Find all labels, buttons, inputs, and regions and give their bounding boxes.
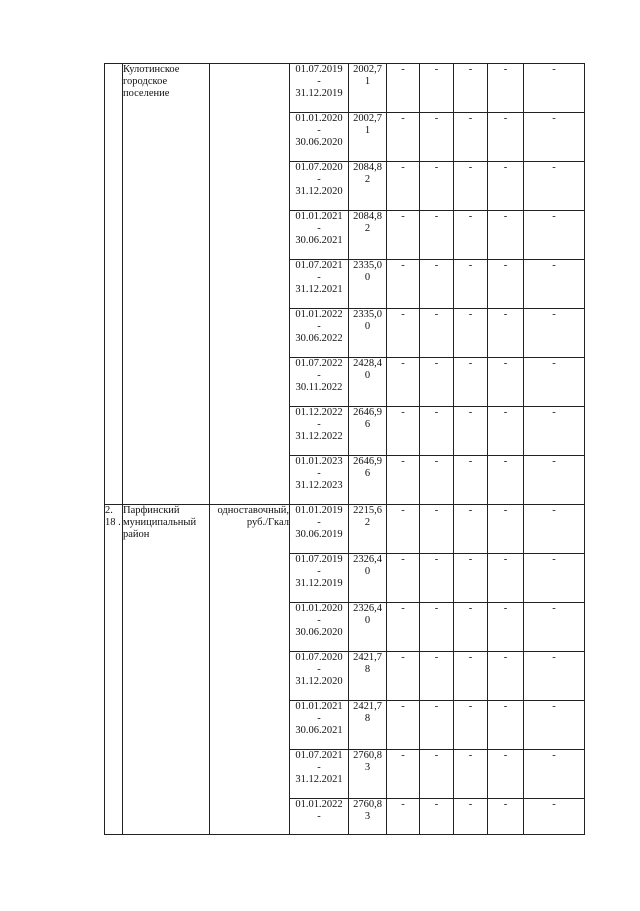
period-separator: -: [317, 125, 321, 136]
period-end: 30.06.2019: [295, 529, 343, 540]
empty-value-dash: -: [454, 64, 488, 113]
tariff-value-main: 2002,7: [353, 64, 382, 75]
tariff-value-main: 2084,8: [353, 211, 382, 222]
empty-value-dash: -: [454, 750, 488, 799]
tariff-value-cell: [349, 456, 387, 505]
empty-value-dash: -: [488, 554, 524, 603]
tariff-value-tail: 0: [364, 370, 371, 381]
empty-value-dash: -: [488, 358, 524, 407]
empty-value-dash: -: [488, 652, 524, 701]
tariff-value-tail: 2: [364, 223, 371, 234]
empty-value-dash: -: [524, 113, 585, 162]
period-cell: [290, 799, 349, 835]
empty-value-dash: -: [387, 701, 420, 750]
tariff-value-main: 2326,4: [353, 603, 382, 614]
tariff-value-tail: 8: [364, 713, 371, 724]
period-start: 01.12.2022: [295, 407, 343, 418]
period-start: 01.01.2020: [295, 113, 343, 124]
period-separator: -: [317, 517, 321, 528]
period-end: 30.06.2020: [295, 627, 343, 638]
tariff-value-cell: [349, 603, 387, 652]
period-separator: -: [317, 762, 321, 773]
empty-value-dash: -: [420, 113, 454, 162]
period-end: 31.12.2021: [295, 284, 343, 295]
period-cell: [290, 750, 349, 799]
tariff-value-tail: 0: [364, 615, 371, 626]
empty-value-dash: -: [387, 162, 420, 211]
tariff-value-main: 2646,9: [353, 456, 382, 467]
period-cell: [290, 309, 349, 358]
empty-value-dash: -: [420, 64, 454, 113]
tariff-value-main: 2084,8: [353, 162, 382, 173]
empty-value-dash: -: [488, 603, 524, 652]
empty-value-dash: -: [488, 701, 524, 750]
empty-value-dash: -: [387, 309, 420, 358]
tariff-value-main: 2421,7: [353, 652, 382, 663]
empty-value-dash: -: [420, 309, 454, 358]
period-separator: -: [317, 713, 321, 724]
tariff-value-cell: [349, 211, 387, 260]
empty-value-dash: -: [488, 505, 524, 554]
empty-value-dash: -: [420, 799, 454, 835]
period-start: 01.07.2019: [295, 64, 343, 75]
period-start: 01.01.2022: [295, 799, 343, 810]
period-start: 01.07.2020: [295, 652, 343, 663]
empty-value-dash: -: [420, 603, 454, 652]
tariff-value-tail: 8: [364, 664, 371, 675]
tariff-value-tail: 3: [364, 762, 371, 773]
tariff-value-cell: [349, 554, 387, 603]
empty-value-dash: -: [420, 750, 454, 799]
period-end: 30.11.2022: [295, 382, 343, 393]
empty-value-dash: -: [454, 652, 488, 701]
empty-value-dash: -: [454, 505, 488, 554]
tariff-value-cell: [349, 799, 387, 835]
empty-value-dash: -: [454, 162, 488, 211]
municipality-name-cell: Кулотинское городское поселение: [123, 64, 210, 505]
table-row: [105, 505, 585, 554]
empty-value-dash: -: [387, 456, 420, 505]
tariff-value-cell: [349, 750, 387, 799]
period-end: 31.12.2023: [295, 480, 343, 491]
period-start: 01.01.2022: [295, 309, 343, 320]
period-cell: [290, 162, 349, 211]
empty-value-dash: -: [488, 407, 524, 456]
empty-value-dash: -: [488, 799, 524, 835]
empty-value-dash: -: [488, 64, 524, 113]
period-cell: [290, 407, 349, 456]
period-separator: -: [317, 223, 321, 234]
period-start: 01.01.2021: [295, 701, 343, 712]
period-cell: [290, 603, 349, 652]
period-cell: [290, 211, 349, 260]
tariff-value-tail: 0: [364, 321, 371, 332]
period-separator: -: [317, 174, 321, 185]
empty-value-dash: -: [524, 456, 585, 505]
tariff-value-main: 2335,0: [353, 260, 382, 271]
period-cell: [290, 505, 349, 554]
tariff-value-tail: 6: [364, 468, 371, 479]
period-cell: [290, 260, 349, 309]
empty-value-dash: -: [524, 407, 585, 456]
tariff-value-tail: 1: [364, 125, 371, 136]
tariff-value-main: 2760,8: [353, 750, 382, 761]
tariff-value-cell: [349, 260, 387, 309]
tariff-value-cell: [349, 701, 387, 750]
period-start: 01.01.2019: [295, 505, 343, 516]
period-end: 31.12.2020: [295, 676, 343, 687]
tariff-value-main: 2646,9: [353, 407, 382, 418]
empty-value-dash: -: [488, 260, 524, 309]
tariff-value-cell: [349, 358, 387, 407]
empty-value-dash: -: [454, 701, 488, 750]
empty-value-dash: -: [488, 162, 524, 211]
period-start: 01.01.2020: [295, 603, 343, 614]
period-separator: -: [317, 566, 321, 577]
period-separator: -: [317, 76, 321, 87]
tariff-value-main: 2760,8: [353, 799, 382, 810]
empty-value-dash: -: [454, 603, 488, 652]
tariff-unit-cell: [210, 64, 290, 505]
empty-value-dash: -: [488, 309, 524, 358]
tariff-value-tail: 6: [364, 419, 371, 430]
empty-value-dash: -: [387, 64, 420, 113]
period-start: 01.07.2020: [295, 162, 343, 173]
empty-value-dash: -: [387, 652, 420, 701]
row-number-cell: [105, 64, 123, 505]
empty-value-dash: -: [420, 407, 454, 456]
empty-value-dash: -: [387, 113, 420, 162]
period-separator: -: [317, 321, 321, 332]
tariff-value-main: 2215,6: [353, 505, 382, 516]
tariff-value-tail: 2: [364, 517, 371, 528]
tariff-value-main: 2002,7: [353, 113, 382, 124]
period-cell: [290, 554, 349, 603]
empty-value-dash: -: [387, 799, 420, 835]
empty-value-dash: -: [420, 211, 454, 260]
empty-value-dash: -: [524, 211, 585, 260]
period-cell: [290, 652, 349, 701]
period-end: 31.12.2020: [295, 186, 343, 197]
empty-value-dash: -: [420, 456, 454, 505]
period-end: 31.12.2022: [295, 431, 343, 442]
tariff-value-cell: [349, 505, 387, 554]
empty-value-dash: -: [420, 260, 454, 309]
period-cell: [290, 358, 349, 407]
empty-value-dash: -: [524, 162, 585, 211]
tariff-value-tail: 1: [364, 76, 371, 87]
tariff-value-main: 2335,0: [353, 309, 382, 320]
empty-value-dash: -: [387, 211, 420, 260]
period-separator: -: [317, 615, 321, 626]
empty-value-dash: -: [524, 260, 585, 309]
empty-value-dash: -: [488, 113, 524, 162]
tariff-table: [104, 63, 585, 835]
tariff-value-cell: [349, 652, 387, 701]
period-end: 30.06.2022: [295, 333, 343, 344]
empty-value-dash: -: [524, 505, 585, 554]
period-cell: [290, 456, 349, 505]
empty-value-dash: -: [454, 799, 488, 835]
empty-value-dash: -: [420, 554, 454, 603]
empty-value-dash: -: [524, 64, 585, 113]
empty-value-dash: -: [524, 554, 585, 603]
tariff-value-cell: [349, 407, 387, 456]
period-end: 30.06.2021: [295, 725, 343, 736]
period-start: 01.01.2023: [295, 456, 343, 467]
tariff-value-main: 2326,4: [353, 554, 382, 565]
empty-value-dash: -: [420, 162, 454, 211]
table-row: [105, 64, 585, 113]
empty-value-dash: -: [387, 603, 420, 652]
tariff-value-tail: 2: [364, 174, 371, 185]
period-start: 01.07.2021: [295, 750, 343, 761]
period-end: 30.06.2020: [295, 137, 343, 148]
period-start: 01.07.2019: [295, 554, 343, 565]
empty-value-dash: -: [524, 358, 585, 407]
period-start: 01.07.2021: [295, 260, 343, 271]
empty-value-dash: -: [420, 701, 454, 750]
period-separator: -: [317, 468, 321, 479]
empty-value-dash: -: [454, 260, 488, 309]
tariff-value-cell: [349, 64, 387, 113]
empty-value-dash: -: [524, 309, 585, 358]
tariff-value-cell: [349, 162, 387, 211]
empty-value-dash: -: [524, 701, 585, 750]
period-separator: -: [317, 272, 321, 283]
tariff-value-tail: 3: [364, 811, 371, 822]
empty-value-dash: -: [420, 505, 454, 554]
empty-value-dash: -: [524, 603, 585, 652]
empty-value-dash: -: [420, 358, 454, 407]
tariff-value-cell: [349, 309, 387, 358]
empty-value-dash: -: [420, 652, 454, 701]
tariff-value-tail: 0: [364, 272, 371, 283]
empty-value-dash: -: [387, 407, 420, 456]
period-end: 30.06.2021: [295, 235, 343, 246]
empty-value-dash: -: [524, 750, 585, 799]
empty-value-dash: -: [524, 652, 585, 701]
period-separator: -: [317, 419, 321, 430]
tariff-value-main: 2421,7: [353, 701, 382, 712]
period-separator: -: [317, 664, 321, 675]
empty-value-dash: -: [387, 358, 420, 407]
tariff-unit-cell: одноставочный, руб./Гкал: [210, 505, 290, 835]
empty-value-dash: -: [488, 750, 524, 799]
empty-value-dash: -: [488, 456, 524, 505]
empty-value-dash: -: [387, 750, 420, 799]
empty-value-dash: -: [454, 309, 488, 358]
period-cell: [290, 64, 349, 113]
period-end: 31.12.2019: [295, 578, 343, 589]
empty-value-dash: -: [387, 554, 420, 603]
empty-value-dash: -: [454, 211, 488, 260]
period-end: 31.12.2021: [295, 774, 343, 785]
tariff-value-cell: [349, 113, 387, 162]
period-separator: -: [317, 370, 321, 381]
empty-value-dash: -: [454, 554, 488, 603]
municipality-name-cell: Парфинский муниципальный район: [123, 505, 210, 835]
period-cell: [290, 701, 349, 750]
period-start: 01.07.2022: [295, 358, 343, 369]
period-end: 31.12.2019: [295, 88, 343, 99]
period-separator: -: [317, 811, 321, 822]
tariff-value-main: 2428,4: [353, 358, 382, 369]
empty-value-dash: -: [454, 456, 488, 505]
table-body: [105, 64, 585, 835]
empty-value-dash: -: [488, 211, 524, 260]
empty-value-dash: -: [387, 505, 420, 554]
period-start: 01.01.2021: [295, 211, 343, 222]
empty-value-dash: -: [454, 407, 488, 456]
row-number-cell: 2. 18 .: [105, 505, 123, 835]
empty-value-dash: -: [387, 260, 420, 309]
empty-value-dash: -: [524, 799, 585, 835]
empty-value-dash: -: [454, 113, 488, 162]
period-cell: [290, 113, 349, 162]
empty-value-dash: -: [454, 358, 488, 407]
tariff-value-tail: 0: [364, 566, 371, 577]
